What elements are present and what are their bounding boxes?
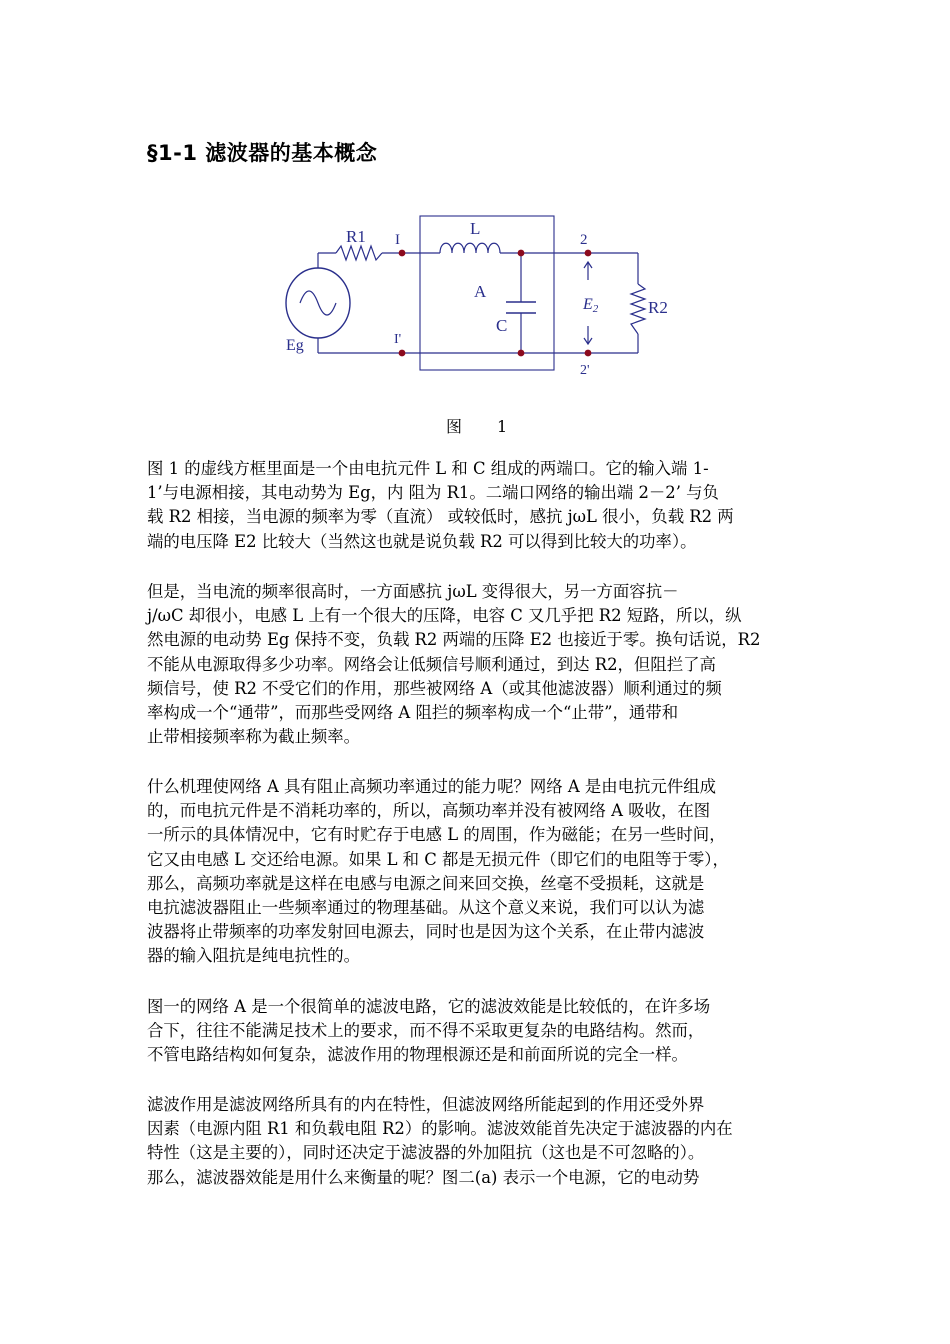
text-line: 特性（这是主要的），同时还决定于滤波器的外加阻抗（这也是不可忽略的）。: [147, 1143, 705, 1163]
label-eg: Eg: [286, 337, 304, 354]
caption-number: 1: [497, 417, 509, 436]
text-line: 然电源的电动势 Eg 保持不变，负载 R2 两端的压降 E2 也接近于零。换句话说，R2: [147, 630, 761, 650]
text-line: 它又由电感 L 交还给电源。如果 L 和 C 都是无损元件（即它们的电阻等于零），: [147, 849, 729, 869]
page-title: §1-1 滤波器的基本概念: [147, 141, 378, 165]
label-a: A: [474, 282, 487, 301]
text-line: 因素（电源内阻 R1 和负载电阻 R2）的影响。滤波效能首先决定于滤波器的内在: [147, 1119, 733, 1139]
label-node-2: 2: [580, 232, 588, 248]
text-line: 但是，当电流的频率很高时，一方面感抗 jωL 变得很大，另一方面容抗－: [147, 582, 679, 601]
label-i: I: [395, 232, 400, 248]
text-line: 电抗滤波器阻止一些频率通过的物理基础。从这个意义来说，我们可以认为滤: [147, 898, 705, 918]
paragraph-3: [147, 775, 827, 969]
text-line: 端的电压降 E2 比较大（当然这也就是说负载 R2 可以得到比较大的功率）。: [147, 531, 697, 551]
text-line: 不管电路结构如何复杂，滤波作用的物理根源还是和前面所说的完全一样。: [147, 1045, 688, 1065]
text-line: 1’与电源相接，其电动势为 Eg，内 阻为 R1。二端口网络的输出端 2－2’ 与负: [147, 483, 719, 503]
label-r2: R2: [648, 298, 668, 317]
label-r1: R1: [346, 227, 366, 246]
resistor-r1: [336, 246, 382, 260]
text-line: 合下，往往不能满足技术上的要求，而不得不采取更复杂的电路结构。然而，: [147, 1021, 705, 1041]
label-l: L: [470, 219, 481, 238]
text-line: 图 1 的虚线方框里面是一个由电抗元件 L 和 C 组成的两端口。它的输入端 1-: [147, 459, 709, 478]
text-line: j/ωC 却很小，电感 L 上有一个很大的压降，电容 C 又几乎把 R2 短路，所以，纵: [147, 606, 742, 626]
paragraph-4: [147, 995, 827, 1068]
node-c-bottom: [518, 350, 525, 357]
network-a-box: [420, 216, 554, 370]
text-line: 那么，高频功率就是这样在电感与电源之间来回交换，丝毫不受损耗，这就是: [147, 873, 705, 893]
node-2: [585, 250, 592, 257]
text-line: 滤波作用是滤波网络所具有的内在特性，但滤波网络所能起到的作用还受外界: [147, 1095, 705, 1114]
text-line: 的，而电抗元件是不消耗功率的，所以，高频功率并没有被网络 A 吸收，在图: [147, 801, 711, 821]
label-c: C: [496, 316, 508, 335]
resistor-r2: [631, 284, 645, 334]
text-line: 一所示的具体情况中，它有时贮存于电感 L 的周围，作为磁能；在另一些时间，: [147, 825, 726, 845]
text-line: 止带相接频率称为截止频率。: [147, 727, 361, 747]
label-i-prime: I': [394, 332, 402, 347]
text-line: 图一的网络 A 是一个很简单的滤波电路，它的滤波效能是比较低的，在许多场: [147, 997, 711, 1016]
label-e2: E2: [583, 296, 599, 315]
text-line: 那么，滤波器效能是用什么来衡量的呢？图二(a) 表示一个电源，它的电动势: [147, 1167, 700, 1187]
figure-caption: [446, 414, 508, 437]
paragraph-2: [147, 580, 827, 749]
text-line: 率构成一个“通带”，而那些受网络 A 阻拦的频率构成一个“止带”，通带和: [147, 703, 679, 723]
caption-word: 图: [446, 417, 464, 436]
text-line: 不能从电源取得多少功率。网络会让低频信号顺利通过，到达 R2，但阻拦了高: [147, 654, 716, 674]
text-line: 器的输入阻抗是纯电抗性的。: [147, 946, 361, 966]
circuit-diagram: [270, 205, 690, 395]
node-l-c-junction: [518, 250, 525, 257]
text-line: 波器将止带频率的功率发射回电源去，同时也是因为这个关系，在止带内滤波: [147, 922, 705, 942]
label-node-2-prime: 2': [580, 363, 590, 378]
text-line: 什么机理使网络 A 具有阻止高频功率通过的能力呢？网络 A 是由电抗元件组成: [147, 777, 717, 796]
node-1: [399, 250, 406, 257]
paragraph-5: [147, 1093, 827, 1190]
text-line: 载 R2 相接，当电源的频率为零（直流） 或较低时，感抗 jωL 很小，负载 R2 两: [147, 507, 734, 527]
paragraph-1: [147, 457, 827, 554]
inductor-l: [440, 243, 500, 253]
sine-wave: [300, 291, 336, 315]
node-1-prime: [399, 350, 406, 357]
text-line: 频信号，使 R2 不受它们的作用，那些被网络 A（或其他滤波器）顺利通过的频: [147, 678, 722, 698]
node-2-prime: [585, 350, 592, 357]
